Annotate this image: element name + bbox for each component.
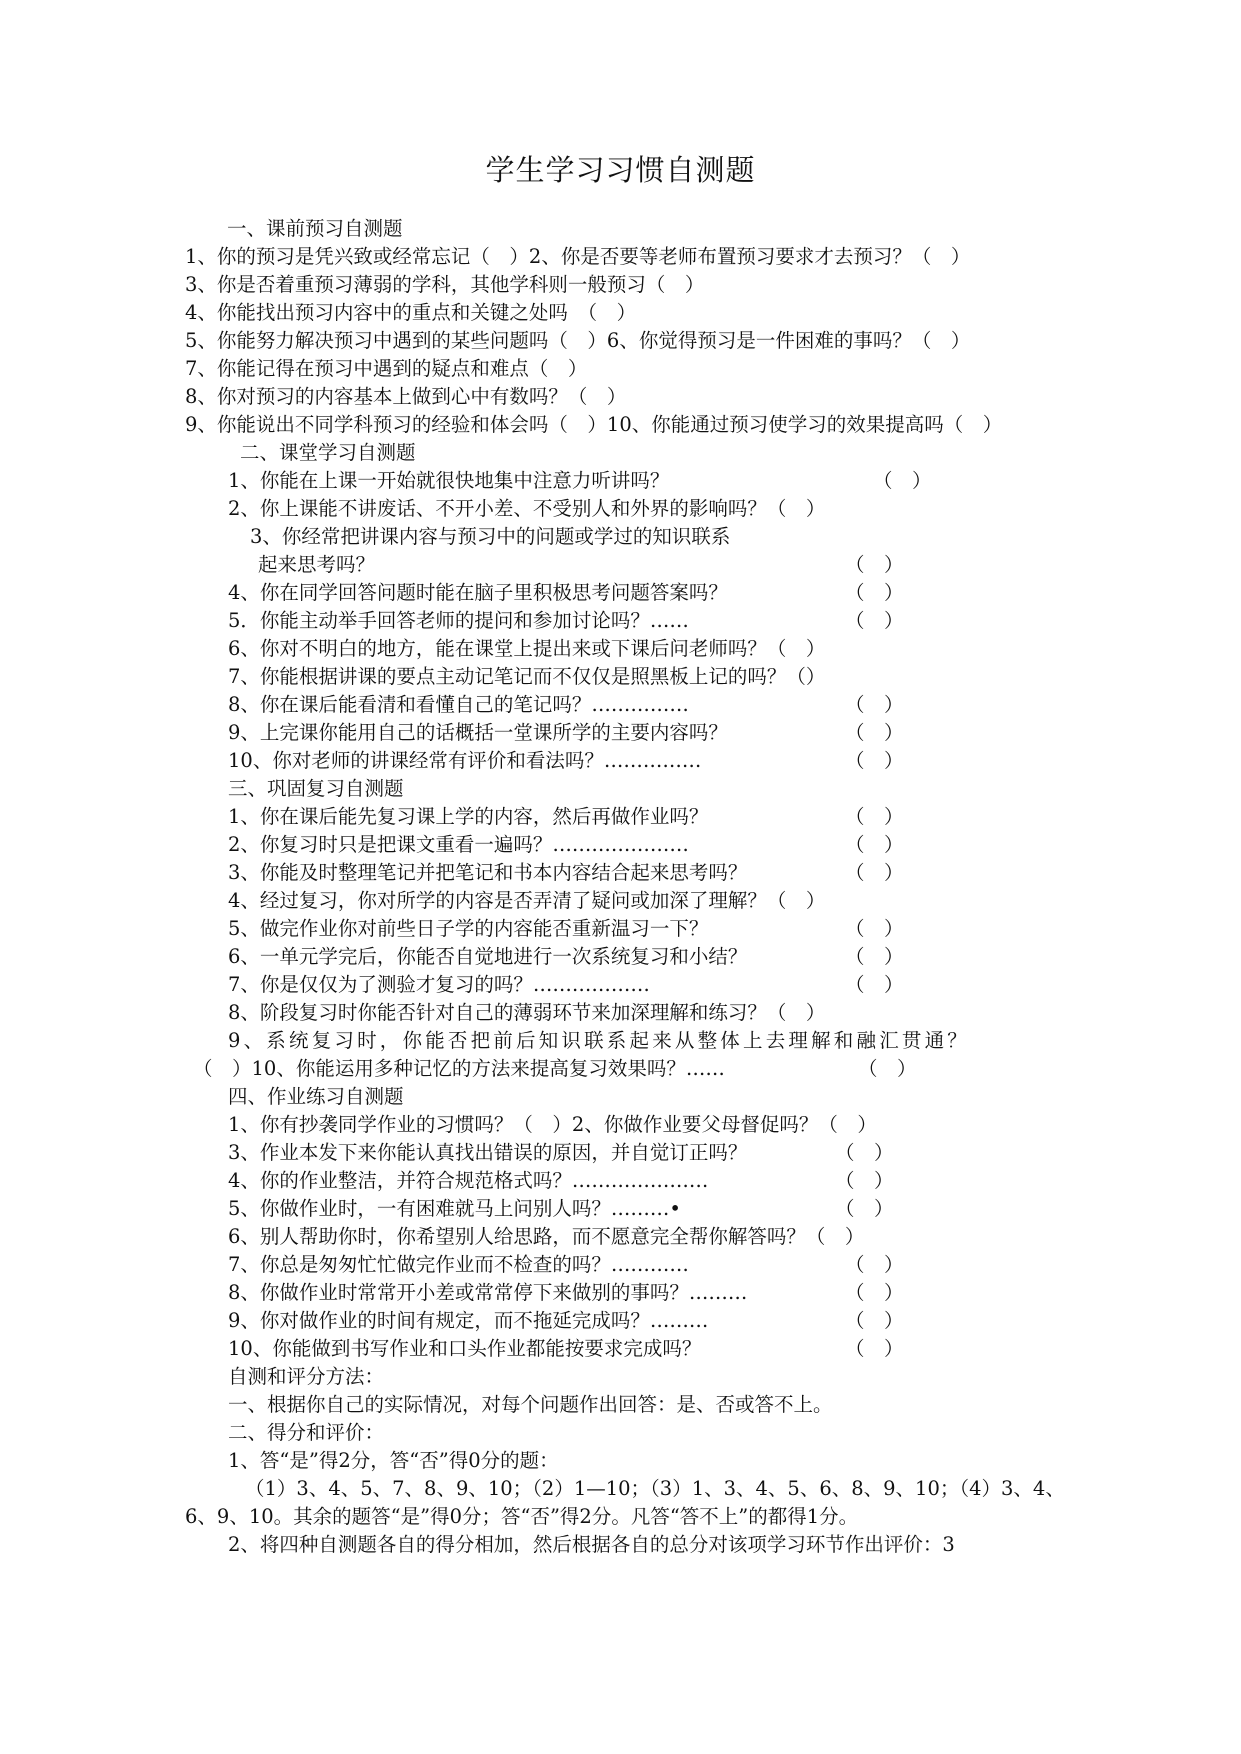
s2-item-10: 10、你对老师的讲课经常有评价和看法吗？…………… [228,749,702,772]
s1-line-5: 7、你能记得在预习中遇到的疑点和难点（ ） [185,357,588,380]
s3-item-6: 6、一单元学完后，你能否自觉地进行一次系统复习和小结？ [228,945,748,968]
s2-item-4: 4、你在同学回答问题时能在脑子里积极思考问题答案吗？ [228,581,728,604]
s4-item-8-mark: （ ） [845,1281,904,1304]
s2-item-1-mark: （ ） [873,469,932,492]
s2-item-8: 8、你在课后能看清和看懂自己的笔记吗？…………… [228,693,689,716]
s4-item-6: 6、别人帮助你时，你希望别人给思路，而不愿意完全帮你解答吗？（ ） [228,1225,865,1248]
s4-item-5-mark: （ ） [835,1197,894,1220]
s2-item-1: 1、你能在上课一开始就很快地集中注意力听讲吗？ [228,469,670,492]
s2-item-5-mark: （ ） [845,609,904,632]
section3-heading: 三、巩固复习自测题 [228,777,404,800]
s1-line-3: 4、你能找出预习内容中的重点和关键之处吗 （ ） [185,301,637,324]
s2-item-3b-mark: （ ） [845,553,904,576]
s2-item-9: 9、上完课你能用自己的话概括一堂课所学的主要内容吗？ [228,721,728,744]
s1-line-1: 1、你的预习是凭兴致或经常忘记（ ）2、你是否要等老师布置预习要求才去预习？（ ） [185,245,971,268]
s1-line-7: 9、你能说出不同学科预习的经验和体会吗（ ）10、你能通过预习使学习的效果提高吗（ ） [185,413,1003,436]
page-title: 学生学习习惯自测题 [485,153,756,187]
s3-item-8: 8、阶段复习时你能否针对自己的薄弱环节来加深理解和练习？（ ） [228,1001,826,1024]
s4-item-10: 10、你能做到书写作业和口头作业都能按要求完成吗？ [228,1337,702,1360]
scoring-line-4: （1）3、4、5、7、8、9、10；（2）1—10；（3）1、3、4、5、6、8、9、10；（4）3、4、 [245,1477,1065,1500]
scoring-line-2: 二、得分和评价： [228,1421,385,1444]
s2-item-5: 5．你能主动举手回答老师的提问和参加讨论吗？…… [228,609,689,632]
s3-item-1: 1、你在课后能先复习课上学的内容，然后再做作业吗？ [228,805,709,828]
s3-item-7: 7、你是仅仅为了测验才复习的吗？……………… [228,973,650,996]
s4-item-4-mark: （ ） [835,1169,894,1192]
s2-item-4-mark: （ ） [845,581,904,604]
s4-item-9: 9、你对做作业的时间有规定，而不拖延完成吗？……… [228,1309,709,1332]
s1-line-2: 3、你是否着重预习薄弱的学科，其他学科则一般预习（ ） [185,273,705,296]
s3-item-9-line1: 9、系统复习时，你能否把前后知识联系起来从整体上去理解和融汇贯通？ [228,1029,971,1052]
s2-item-9-mark: （ ） [845,721,904,744]
s3-item-2-mark: （ ） [845,833,904,856]
s4-item-7-mark: （ ） [845,1253,904,1276]
s3-item-4: 4、经过复习，你对所学的内容是否弄清了疑问或加深了理解？（ ） [228,889,826,912]
s4-item-9-mark: （ ） [845,1309,904,1332]
s4-item-3: 3、作业本发下来你能认真找出错误的原因，并自觉订正吗？ [228,1141,748,1164]
section4-heading: 四、作业练习自测题 [228,1085,404,1108]
s2-item-10-mark: （ ） [845,749,904,772]
s3-item-6-mark: （ ） [845,945,904,968]
s4-item-5: 5、你做作业时，一有困难就马上问别人吗？………• [228,1197,681,1220]
s4-item-10-mark: （ ） [845,1337,904,1360]
scoring-line-6: 2、将四种自测题各自的得分相加，然后根据各自的总分对该项学习环节作出评价：3 [228,1533,955,1556]
scoring-line-3: 1、答“是”得2分，答“否”得0分的题： [228,1449,559,1472]
s1-line-6: 8、你对预习的内容基本上做到心中有数吗？（ ） [185,385,627,408]
s4-item-3-mark: （ ） [835,1141,894,1164]
s4-item-7: 7、你总是匆匆忙忙做完作业而不检查的吗？………… [228,1253,689,1276]
s3-item-9-line2: （ ）10、你能运用多种记忆的方法来提高复习效果吗？…… [193,1057,725,1080]
s3-item-5-mark: （ ） [845,917,904,940]
scoring-heading: 自测和评分方法： [228,1365,385,1388]
s2-item-2: 2、你上课能不讲废话、不开小差、不受别人和外界的影响吗？（ ） [228,497,826,520]
s3-item-7-mark: （ ） [845,973,904,996]
s3-item-1-mark: （ ） [845,805,904,828]
section2-heading: 二、课堂学习自测题 [240,441,416,464]
s3-item-2: 2、你复习时只是把课文重看一遍吗？………………… [228,833,689,856]
s2-item-7: 7、你能根据讲课的要点主动记笔记而不仅仅是照黑板上记的吗？（） [228,665,826,688]
scoring-line-5: 6、9、10。其余的题答“是”得0分；答“否”得2分。凡答“答不上”的都得1分。 [185,1505,859,1528]
section1-heading: 一、课前预习自测题 [227,217,403,240]
s3-item-3-mark: （ ） [845,861,904,884]
s3-item-5: 5、做完作业你对前些日子学的内容能否重新温习一下？ [228,917,709,940]
s1-line-4: 5、你能努力解决预习中遇到的某些问题吗（ ）6、你觉得预习是一件困难的事吗？（ ） [185,329,971,352]
s3-item-3: 3、你能及时整理笔记并把笔记和书本内容结合起来思考吗？ [228,861,748,884]
scoring-line-1: 一、根据你自己的实际情况，对每个问题作出回答：是、否或答不上。 [228,1393,833,1416]
s4-item-8: 8、你做作业时常常开小差或常常停下来做别的事吗？……… [228,1281,748,1304]
s2-item-6: 6、你对不明白的地方，能在课堂上提出来或下课后问老师吗？（ ） [228,637,826,660]
s2-item-8-mark: （ ） [845,693,904,716]
s4-item-4: 4、你的作业整洁，并符合规范格式吗？………………… [228,1169,709,1192]
s2-item-3: 3、你经常把讲课内容与预习中的问题或学过的知识联系 [250,525,731,548]
s3-item-9-mark: （ ） [858,1057,917,1080]
s4-item-1: 1、你有抄袭同学作业的习惯吗？（ ）2、你做作业要父母督促吗？（ ） [228,1113,877,1136]
s2-item-3b: 起来思考吗？ [258,553,376,576]
